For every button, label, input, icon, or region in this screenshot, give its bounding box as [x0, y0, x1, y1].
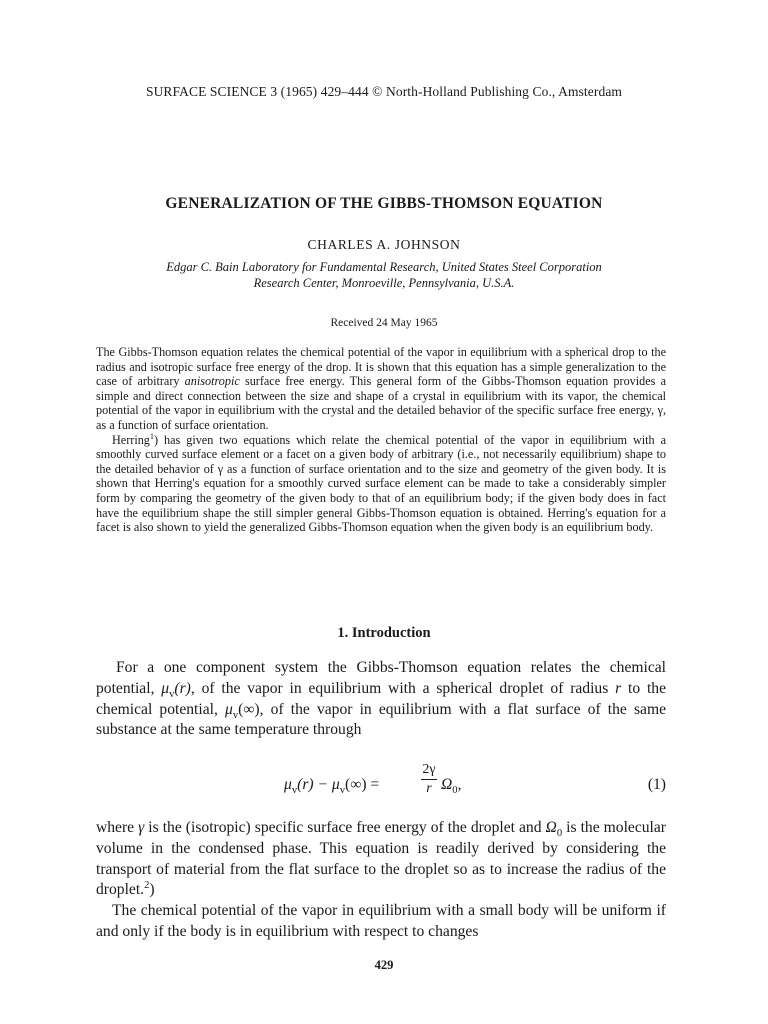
p1-text-4: , of the vapor in equilibrium with a flat surface of the same substance at the same temperature through: [96, 700, 666, 739]
paper-title: GENERALIZATION OF THE GIBBS-THOMSON EQUATION: [165, 195, 603, 212]
section-heading-introduction: 1. Introduction: [337, 625, 431, 641]
abstract-p2-text: ) has given two equations which relate the chemical potential of the vapor in equilibrium with a smoothly curved surface element or a facet on a given body of arbitrary (i.e., not necessarily equilibrium) shape to the detailed behavior of γ as a function of surface orientation and to the size and geometry of the given body. It is shown that Herring's equation for a smoothly curved surface element can be made to take a considerably simpler form by comparing the geometry of the given body to that of an equilibrium body; if the given body does in fact have the equilibrium shape the still simpler general Gibbs-Thomson equation is obtained. Herring's equation for a facet is also shown to yield the generalized Gibbs-Thomson equation when the given body is an equilibrium body.: [96, 432, 666, 535]
p2-text-4: ): [149, 881, 155, 899]
page-number: 429: [374, 958, 394, 972]
author-affiliation: [90, 260, 678, 291]
symbol-mu-v-r: μ: [161, 679, 170, 697]
intro-paragraph-1: [96, 658, 666, 741]
fraction-denominator: r: [426, 781, 432, 796]
p1-text-2: , of the vapor in equilibrium with a spherical droplet of radius: [190, 679, 616, 697]
equation-rhs: $\Omega_0$,: [441, 776, 462, 797]
p2-text-3: is the molecular volume in the condensed phase. This equation is readily derived by considering the transport of material from the flat surface to the droplet so as to increase the radius of the droplet.: [96, 819, 666, 899]
p2-text-1: where: [96, 819, 139, 836]
equation-1: [96, 762, 666, 808]
subscript-v-2: v: [232, 709, 239, 721]
intro-paragraph-2: [96, 818, 666, 943]
equation-lhs: $\mu_v(r) - \mu_v(\infty)$ =: [284, 776, 380, 797]
subscript-0: 0: [556, 828, 563, 840]
affiliation-line-2: Research Center, Monroeville, Pennsylvania, U.S.A.: [253, 275, 515, 290]
equation-number: (1): [647, 776, 666, 793]
symbol-r: r: [615, 679, 622, 697]
reference-marker-2: 2: [144, 880, 150, 892]
fraction-numerator: 2γ: [422, 762, 436, 777]
p1-text-3: to the chemical potential,: [96, 679, 667, 718]
subscript-v: v: [169, 688, 175, 700]
abstract-p1-text-a: The Gibbs-Thomson equation relates the chemical potential of the vapor in equilibrium with a spherical drop to the radius and isotropic surface free energy of the drop. It is shown that this equation has a simple generalization to the case of arbitrary: [96, 345, 666, 389]
equation-fraction: [421, 762, 437, 797]
affiliation-line-1: Edgar C. Bain Laboratory for Fundamental Research, United States Steel Corporation: [166, 260, 602, 274]
arg-infinity: (∞): [238, 700, 260, 718]
author-name: CHARLES A. JOHNSON: [307, 237, 461, 252]
arg-r: (r): [174, 679, 191, 697]
symbol-mu-v-inf: μ: [225, 700, 233, 718]
p1-text-1: For a one component system the Gibbs-Thomson equation relates the chemical potential,: [96, 659, 666, 697]
intro-paragraph-3: The chemical potential of the vapor in equilibrium with a small body will be uniform if and only if the body is in equilibrium with respect to changes: [96, 902, 666, 940]
symbol-gamma: γ: [138, 819, 145, 836]
symbol-omega: Ω: [545, 819, 557, 836]
abstract-paragraph-1: [96, 345, 666, 433]
abstract-p2-lead: Herring: [112, 432, 150, 447]
abstract: [96, 345, 666, 535]
p2-text-2: is the (isotropic) specific surface free energy of the droplet and: [144, 819, 546, 836]
journal-citation: SURFACE SCIENCE 3 (1965) 429–444 © North-Holland Publishing Co., Amsterdam: [145, 84, 623, 99]
fraction-bar: [421, 779, 437, 780]
reference-marker-1: 1: [149, 431, 155, 441]
abstract-p1-text-b: surface free energy. This general form of the Gibbs-Thomson equation provides a simple and direct connection between the size and shape of a crystal in equilibrium with its vapor, the chemical potential of the vapor in equilibrium with the crystal and the detailed behavior of the specific surface free energy, γ, as a function of surface orientation.: [96, 374, 667, 432]
received-date: Received 24 May 1965: [330, 317, 438, 329]
abstract-paragraph-2: [96, 433, 666, 535]
abstract-p1-emphasis: anisotropic: [184, 374, 240, 389]
